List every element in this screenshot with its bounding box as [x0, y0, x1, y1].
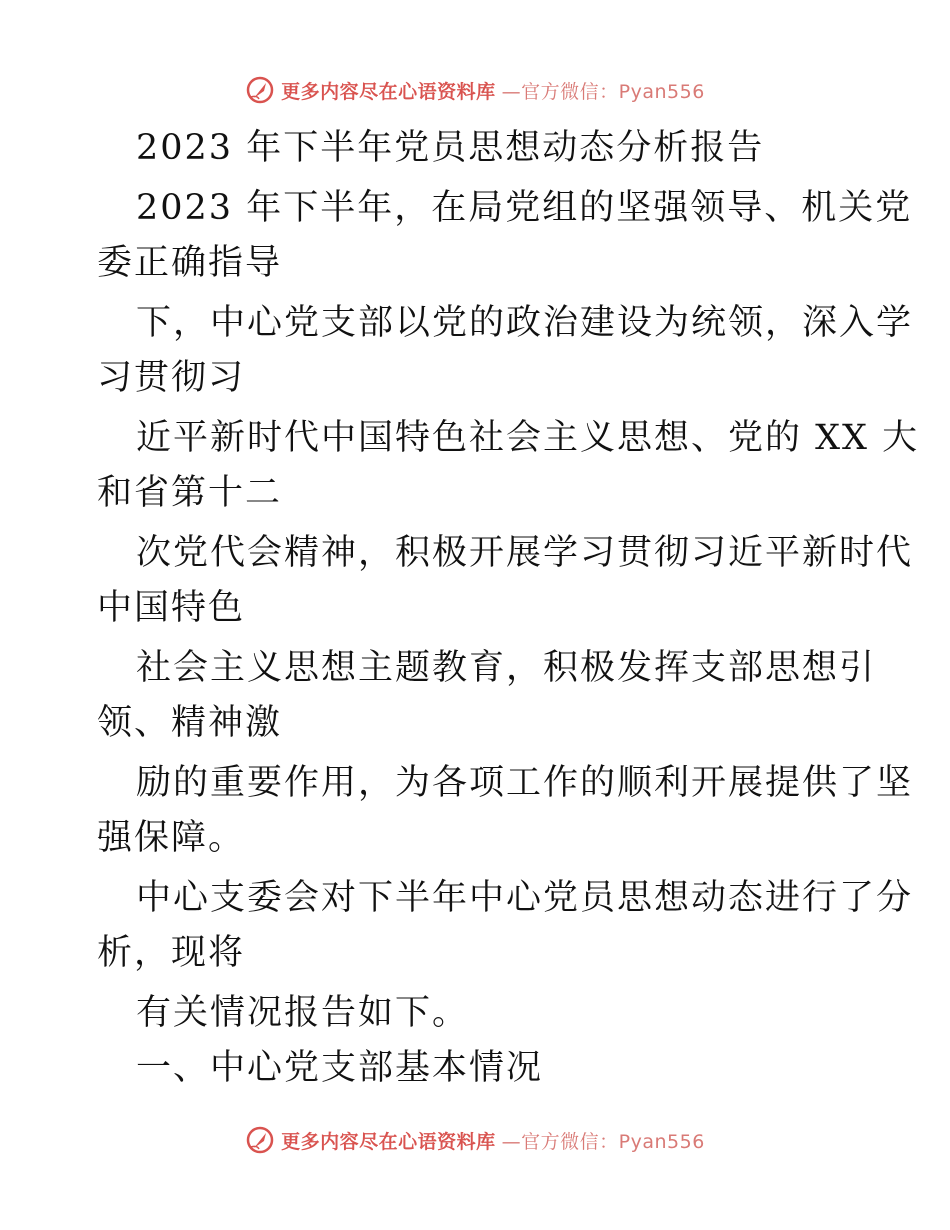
watermark-wechat-text: —官方微信：Pyan556 [501, 80, 705, 103]
text-line: 和省第十二 [97, 473, 283, 513]
text-line: 中国特色 [97, 588, 246, 628]
watermark-wechat-text: —官方微信：Pyan556 [501, 1130, 705, 1153]
text-line: 析，现将 [97, 933, 246, 973]
text-line: 有关情况报告如下。 [136, 993, 470, 1033]
text-line: 习贯彻习 [97, 358, 246, 398]
footer-watermark [0, 1120, 950, 1160]
document-title: 2023 年下半年党员思想动态分析报告 [136, 128, 765, 168]
watermark-main-text: 更多内容尽在心语资料库 [281, 1130, 496, 1153]
text-line: 下，中心党支部以党的政治建设为统领，深入学 [136, 303, 914, 343]
text-line: 领、精神激 [97, 703, 283, 743]
text-line: 励的重要作用，为各项工作的顺利开展提供了坚 [136, 763, 914, 803]
text-line: 强保障。 [97, 818, 246, 858]
text-line: 近平新时代中国特色社会主义思想、党的 XX 大 [136, 418, 920, 458]
feather-logo-icon [245, 1125, 275, 1155]
text-line: 2023 年下半年，在局党组的坚强领导、机关党 [136, 188, 913, 228]
section-heading: 一、中心党支部基本情况 [136, 1048, 544, 1088]
text-line: 次党代会精神，积极开展学习贯彻习近平新时代 [136, 533, 914, 573]
text-line: 委正确指导 [97, 243, 283, 283]
text-line: 中心支委会对下半年中心党员思想动态进行了分 [136, 878, 914, 918]
watermark-main-text: 更多内容尽在心语资料库 [281, 80, 496, 103]
text-line: 社会主义思想主题教育，积极发挥支部思想引 [136, 648, 877, 688]
